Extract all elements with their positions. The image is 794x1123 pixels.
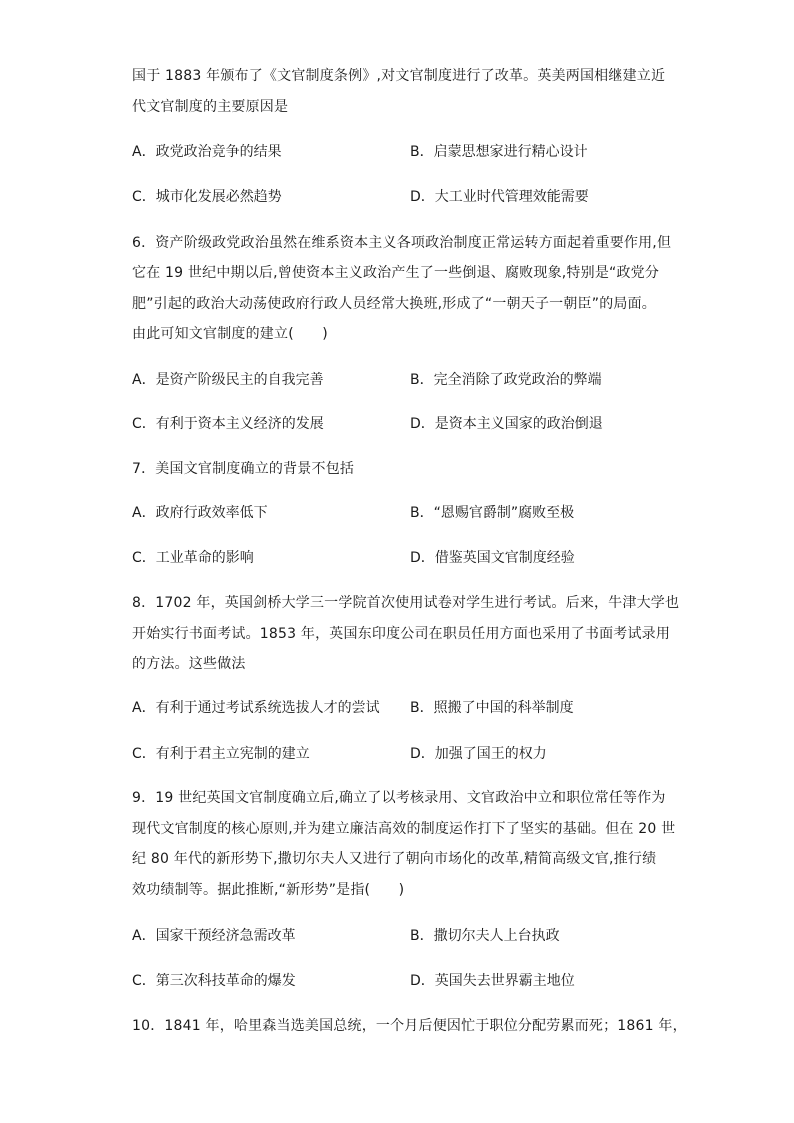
question-8-option-d[interactable]: D．加强了国王的权力	[410, 746, 547, 762]
question-9-option-d[interactable]: D．英国失去世界霸主地位	[410, 973, 575, 989]
question-5-option-b[interactable]: B．启蒙思想家进行精心设计	[410, 144, 588, 160]
question-8-stem-line-1: 8．1702 年，英国剑桥大学三一学院首次使用试卷对学生进行考试。后来，牛津大学也	[132, 595, 680, 611]
question-6-stem-line-4: 由此可知文官制度的建立( )	[132, 326, 328, 342]
question-5-option-c[interactable]: C．城市化发展必然趋势	[132, 189, 282, 205]
question-7-stem-line-1: 7．美国文官制度确立的背景不包括	[132, 461, 355, 477]
question-5-stem-line-1: 国于 1883 年颁布了《文官制度条例》,对文官制度进行了改革。英美两国相继建立近	[132, 68, 666, 84]
question-8-option-c[interactable]: C．有利于君主立宪制的建立	[132, 746, 310, 762]
question-6-option-b[interactable]: B．完全消除了政党政治的弊端	[410, 372, 602, 388]
question-10-stem-line-1: 10．1841 年，哈里森当选美国总统，一个月后便因忙于职位分配劳累而死；1861 年，	[132, 1018, 687, 1034]
question-9-option-b[interactable]: B．撒切尔夫人上台执政	[410, 928, 560, 944]
question-7-option-b[interactable]: B．“恩赐官爵制”腐败至极	[410, 505, 575, 521]
question-5-option-a[interactable]: A．政党政治竞争的结果	[132, 144, 282, 160]
question-9-option-c[interactable]: C．第三次科技革命的爆发	[132, 973, 296, 989]
question-6-stem-line-2: 它在 19 世纪中期以后,曾使资本主义政治产生了一些倒退、腐败现象,特别是“政党分	[132, 265, 660, 281]
question-5-option-d[interactable]: D．大工业时代管理效能需要	[410, 189, 589, 205]
question-9-stem-line-4: 效功绩制等。据此推断,“新形势”是指( )	[132, 882, 405, 898]
question-9-stem-line-3: 纪 80 年代的新形势下,撒切尔夫人又进行了朝向市场化的改革,精简高级文官,推行绩	[132, 851, 657, 867]
question-6-option-d[interactable]: D．是资本主义国家的政治倒退	[410, 416, 603, 432]
question-5-stem-line-2: 代文官制度的主要原因是	[132, 99, 289, 115]
question-7-option-d[interactable]: D．借鉴英国文官制度经验	[410, 550, 575, 566]
question-6-stem-line-3: 肥”引起的政治大动荡使政府行政人员经常大换班,形成了“一朝天子一朝臣”的局面。	[132, 296, 657, 312]
question-8-option-b[interactable]: B．照搬了中国的科举制度	[410, 700, 574, 716]
question-8-stem-line-2: 开始实行书面考试。1853 年，英国东印度公司在职员任用方面也采用了书面考试录用	[132, 626, 671, 642]
question-8-stem-line-3: 的方法。这些做法	[132, 656, 246, 672]
question-7-option-a[interactable]: A．政府行政效率低下	[132, 505, 268, 521]
question-6-stem-line-1: 6．资产阶级政党政治虽然在维系资本主义各项政治制度正常运转方面起着重要作用,但	[132, 235, 672, 251]
question-6-option-c[interactable]: C．有利于资本主义经济的发展	[132, 416, 324, 432]
question-9-option-a[interactable]: A．国家干预经济急需改革	[132, 928, 296, 944]
question-7-option-c[interactable]: C．工业革命的影响	[132, 550, 254, 566]
question-9-stem-line-2: 现代文官制度的核心原则,并为建立廉洁高效的制度运作打下了坚实的基础。但在 20 世	[132, 821, 676, 837]
question-9-stem-line-1: 9．19 世纪英国文官制度确立后,确立了以考核录用、文官政治中立和职位常任等作为	[132, 790, 666, 806]
question-8-option-a[interactable]: A．有利于通过考试系统选拔人才的尝试	[132, 700, 380, 716]
question-6-option-a[interactable]: A．是资产阶级民主的自我完善	[132, 372, 324, 388]
